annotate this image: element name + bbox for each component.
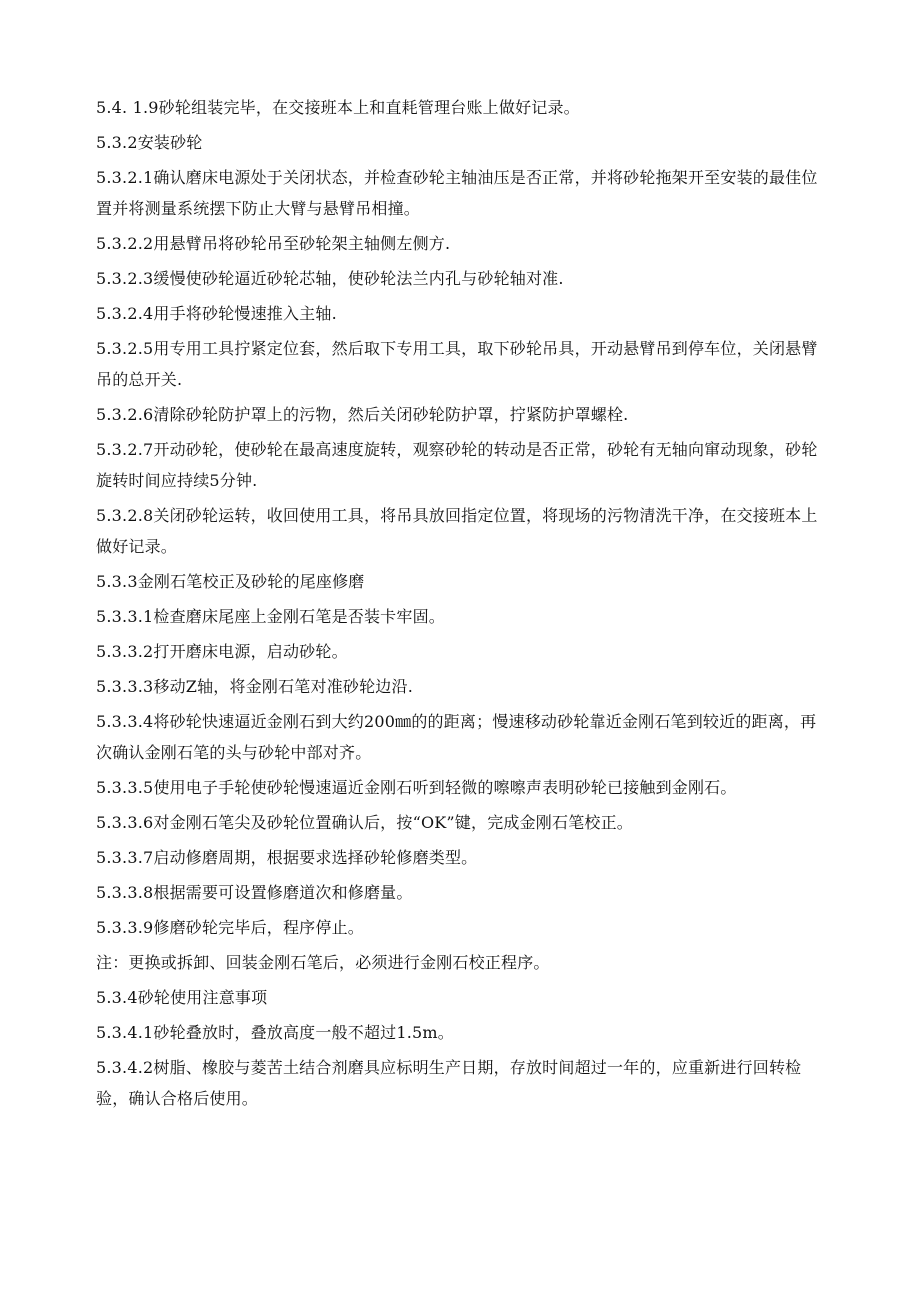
heading-5-3-4: 5.3.4砂轮使用注意事项 bbox=[96, 988, 268, 1007]
paragraph-5-3-3-9: 5.3.3.9修磨砂轮完毕后，程序停止。 bbox=[96, 918, 364, 937]
paragraph-5-3-2-3: 5.3.2.3缓慢使砂轮逼近砂轮芯轴，使砂轮法兰内孔与砂轮轴对准. bbox=[96, 269, 564, 288]
paragraph-5-3-3-6: 5.3.3.6对金刚石笔尖及砂轮位置确认后，按“OK”键，完成金刚石笔校正。 bbox=[96, 813, 634, 832]
paragraph-5-3-3-2: 5.3.3.2打开磨床电源，启动砂轮。 bbox=[96, 642, 348, 661]
paragraph-5-3-4-2: 5.3.4.2树脂、橡胶与菱苦土结合剂磨具应标明生产日期，存放时间超过一年的，应重新进行回转检验，确认合格后使用。 bbox=[96, 1058, 802, 1108]
paragraph-5-3-3-8: 5.3.3.8根据需要可设置修磨道次和修磨量。 bbox=[96, 883, 413, 902]
paragraph-5-3-3-3: 5.3.3.3移动Z轴，将金刚石笔对准砂轮边沿. bbox=[96, 677, 413, 696]
note-paragraph: 注：更换或拆卸、回装金刚石笔后，必须进行金刚石校正程序。 bbox=[96, 953, 550, 972]
paragraph-5-3-2-8: 5.3.2.8关闭砂轮运转，收回使用工具，将吊具放回指定位置，将现场的污物清洗干净，在交接班本上做好记录。 bbox=[96, 506, 818, 556]
document-body bbox=[96, 92, 826, 1114]
heading-5-3-3: 5.3.3金刚石笔校正及砂轮的尾座修磨 bbox=[96, 572, 365, 591]
paragraph-5-3-3-4: 5.3.3.4将砂轮快速逼近金刚石到大约200㎜的的距离；慢速移动砂轮靠近金刚石笔到较近的距离，再次确认金刚石笔的头与砂轮中部对齐。 bbox=[96, 712, 817, 762]
paragraph-5-3-2-1: 5.3.2.1确认磨床电源处于关闭状态，并检查砂轮主轴油压是否正常，并将砂轮拖架开至安装的最佳位置并将测量系统摆下防止大臂与悬臂吊相撞。 bbox=[96, 168, 818, 218]
paragraph-5-3-3-5: 5.3.3.5使用电子手轮使砂轮慢速逼近金刚石听到轻微的嚓嚓声表明砂轮已接触到金刚石。 bbox=[96, 778, 737, 797]
heading-5-3-2: 5.3.2安装砂轮 bbox=[96, 133, 203, 152]
paragraph-5-3-2-6: 5.3.2.6清除砂轮防护罩上的污物，然后关闭砂轮防护罩，拧紧防护罩螺栓. bbox=[96, 405, 629, 424]
paragraph-5-3-3-7: 5.3.3.7启动修磨周期，根据要求选择砂轮修磨类型。 bbox=[96, 848, 478, 867]
paragraph-5-3-2-2: 5.3.2.2用悬臂吊将砂轮吊至砂轮架主轴侧左侧方. bbox=[96, 234, 451, 253]
paragraph-5-3-2-7: 5.3.2.7开动砂轮，使砂轮在最高速度旋转，观察砂轮的转动是否正常，砂轮有无轴向窜动现象，砂轮旋转时间应持续5分钟. bbox=[96, 440, 818, 490]
paragraph-5-3-3-1: 5.3.3.1检查磨床尾座上金刚石笔是否装卡牢固。 bbox=[96, 607, 445, 626]
paragraph-5-3-4-1: 5.3.4.1砂轮叠放时，叠放高度一般不超过1.5m。 bbox=[96, 1023, 454, 1042]
paragraph-5-3-2-5: 5.3.2.5用专用工具拧紧定位套，然后取下专用工具，取下砂轮吊具，开动悬臂吊到停车位，关闭悬臂吊的总开关. bbox=[96, 339, 818, 389]
paragraph-5-4-1-9: 5.4. 1.9砂轮组装完毕，在交接班本上和直耗管理台账上做好记录。 bbox=[96, 98, 580, 117]
paragraph-5-3-2-4: 5.3.2.4用手将砂轮慢速推入主轴. bbox=[96, 304, 337, 323]
